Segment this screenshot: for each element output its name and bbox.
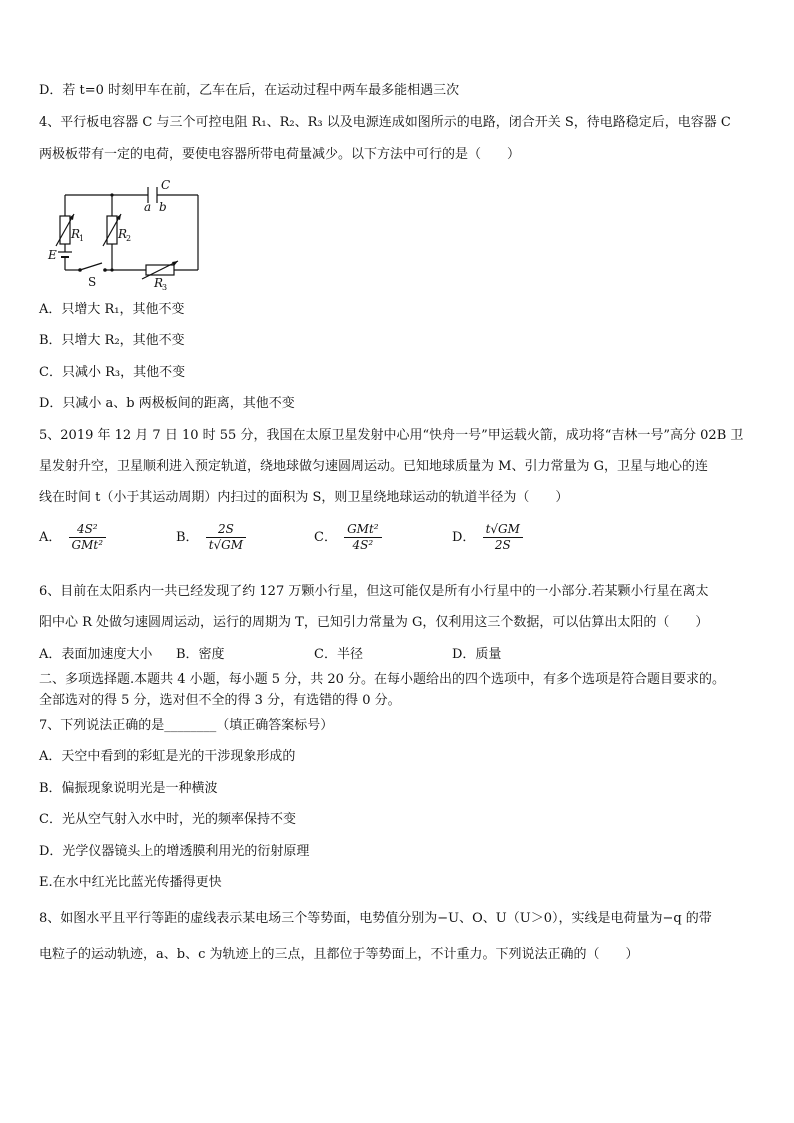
section2-heading-line2: 全部选对的得 5 分，选对但不全的得 3 分，有选错的得 0 分。 (39, 693, 401, 708)
q5-option-b-formula: $\frac{2S}{t√GM}$ (206, 522, 246, 553)
q5-option-b: B． $\frac{2S}{t√GM}$ (176, 522, 249, 553)
q8-stem-line2: 电粒子的运动轨迹，a、b、c 为轨迹上的三点，且都位于等势面上，不计重力。下列说法正确的（ ） (39, 947, 639, 962)
plate-a-label: a (144, 200, 152, 214)
q5-stem-line2: 星发射升空，卫星顺利进入预定轨道，绕地球做匀速圆周运动。已知地球质量为 M、引力常量为 G，卫星与地心的连 (39, 459, 708, 474)
q6-stem-line1: 6、目前在太阳系内一共已经发现了约 127 万颗小行星，但这可能仅是所有小行星中的一小部分.若某颗小行星在离太 (39, 584, 709, 599)
q6-option-d: D．质量 (452, 647, 502, 662)
q7-stem: 7、下列说法正确的是________（填正确答案标号） (39, 718, 334, 733)
q4-option-a: A．只增大 R₁，其他不变 (39, 302, 185, 317)
capacitor-label: C (161, 178, 171, 192)
q3-option-d: D．若 t=0 时刻甲车在前，乙车在后，在运动过程中两车最多能相遇三次 (39, 83, 460, 98)
q4-stem-line2: 两极板带有一定的电荷，要使电容器所带电荷量减少。以下方法中可行的是（ ） (39, 147, 521, 162)
q6-option-a: A．表面加速度大小 (39, 647, 153, 662)
q7-option-b: B．偏振现象说明光是一种横波 (39, 781, 218, 796)
circuit-diagram (40, 178, 210, 290)
q6-option-b: B．密度 (176, 647, 225, 662)
r1-label: R (71, 227, 81, 241)
switch-label: S (88, 275, 97, 289)
q4-option-c: C．只减小 R₃，其他不变 (39, 365, 186, 380)
r2-label: R (118, 227, 128, 241)
q5-option-c: C． $\frac{\text{GMt²}}{\text{4S²}}$ (314, 522, 385, 553)
q4-stem-line1: 4、平行板电容器 C 与三个可控电阻 R₁、R₂、R₃ 以及电源连成如图所示的电路，闭合开关 S，待电路稳定后，电容器 C (39, 115, 731, 130)
section2-heading-line1: 二、多项选择题.本题共 4 小题，每小题 5 分，共 20 分。在每小题给出的四个选项中，有多个选项是符合题目要求的。 (39, 672, 726, 687)
q5-option-d: D． $\frac{t√GM}{2S}$ (452, 522, 526, 553)
q4-option-d: D．只减小 a、b 两极板间的距离，其他不变 (39, 396, 295, 411)
q6-stem-line2: 阳中心 R 处做匀速圆周运动，运行的周期为 T，已知引力常量为 G，仅利用这三个数据，可以估算出太阳的（ ） (39, 615, 709, 630)
q6-option-c: C．半径 (314, 647, 363, 662)
q7-option-e: E.在水中红光比蓝光传播得更快 (39, 875, 222, 890)
plate-b-label: b (159, 200, 167, 214)
q5-option-d-formula: $\frac{t√GM}{2S}$ (483, 522, 523, 553)
r1-subscript: 1 (79, 234, 85, 243)
q5-option-a-formula: $\frac{\text{4S²}}{\text{GMt²}}$ (69, 522, 107, 553)
emf-label: E (48, 248, 57, 262)
r3-subscript: 3 (162, 283, 168, 290)
q7-option-a: A．天空中看到的彩虹是光的干涉现象形成的 (39, 749, 296, 764)
q5-option-a: A． $\frac{\text{4S²}}{\text{GMt²}}$ (39, 522, 109, 553)
q7-option-c: C．光从空气射入水中时，光的频率保持不变 (39, 812, 296, 827)
r2-subscript: 2 (126, 234, 132, 243)
q4-option-b: B．只增大 R₂，其他不变 (39, 333, 185, 348)
q7-option-d: D．光学仪器镜头上的增透膜利用光的衍射原理 (39, 844, 310, 859)
r3-label: R (154, 276, 164, 290)
q5-stem-line1: 5、2019 年 12 月 7 日 10 时 55 分，我国在太原卫星发射中心用“快舟一号”甲运载火箭，成功将“吉林一号”高分 02B 卫 (39, 428, 744, 443)
q5-stem-line3: 线在时间 t（小于其运动周期）内扫过的面积为 S，则卫星绕地球运动的轨道半径为（ ） (39, 490, 569, 505)
q8-stem-line1: 8、如图水平且平行等距的虚线表示某电场三个等势面，电势值分别为−U、O、U（U＞0），实线是电荷量为−q 的带 (39, 911, 712, 926)
q5-option-c-formula: $\frac{\text{GMt²}}{\text{4S²}}$ (344, 522, 382, 553)
